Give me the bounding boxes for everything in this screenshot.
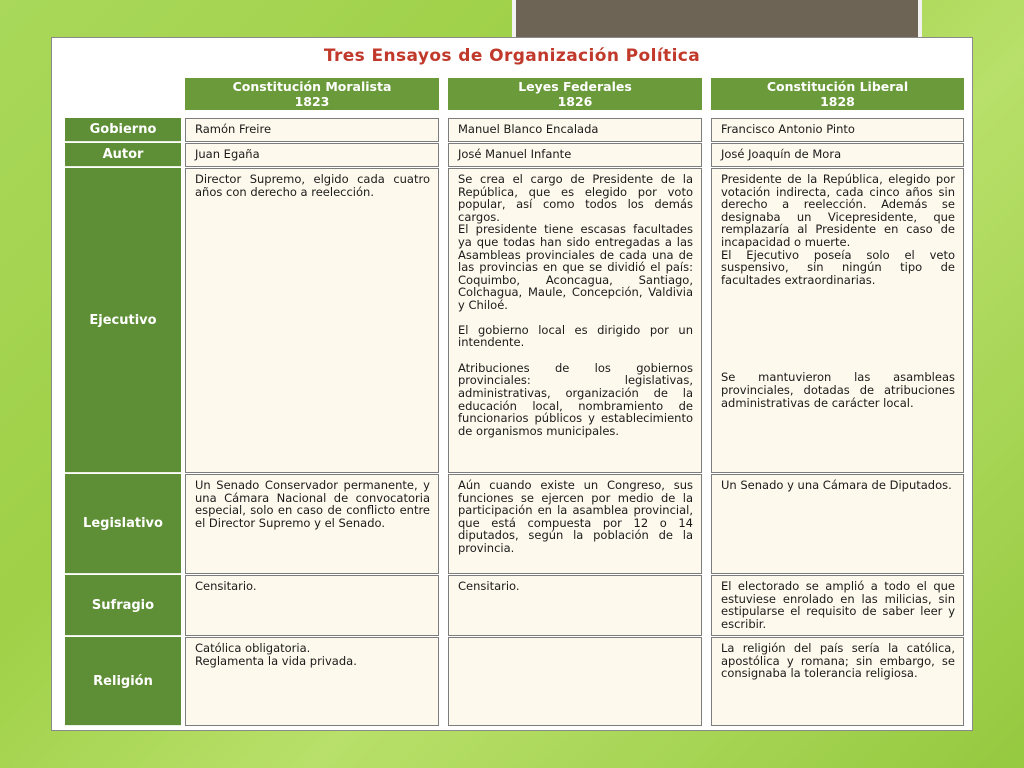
cell-text: Un Senado y una Cámara de Diputados. <box>721 478 952 492</box>
table-cell <box>185 118 439 142</box>
cell-text: José Manuel Infante <box>458 147 572 161</box>
slide-panel <box>51 37 973 731</box>
cell-text: Juan Egaña <box>195 147 260 161</box>
column-header-moralista <box>185 78 439 110</box>
column-header-name: Constitución Liberal <box>766 79 909 94</box>
table-cell <box>711 474 964 574</box>
cell-text: El Ejecutivo poseía solo el veto suspensivo, sin ningún tipo de facultades extraordinarias. <box>721 247 955 287</box>
cell-text: El electorado se amplió a todo el que estuviese enrolado en las milicias, sin estipularse el requisito de saber leer y escribir. <box>721 579 955 631</box>
cell-text: Un Senado Conservador permanente, y una Cámara Nacional de convocatoria especial, solo en caso de conflicto entre el Director Supremo y el Senado. <box>195 478 430 530</box>
column-header-liberal <box>711 78 964 110</box>
cell-text: Francisco Antonio Pinto <box>721 122 855 136</box>
cell-text: El gobierno local es dirigido por un intendente. <box>458 322 693 350</box>
row-header-sufragio: Sufragio <box>65 575 181 636</box>
table-cell <box>185 474 439 574</box>
cell-text: Se crea el cargo de Presidente de la República, que es elegido por voto popular, así como todos los demás cargos. <box>458 172 693 224</box>
table-cell-empty <box>448 637 702 726</box>
table-cell <box>711 168 964 473</box>
cell-text: Católica obligatoria. <box>195 641 311 655</box>
cell-text: Censitario. <box>458 579 520 593</box>
table-cell <box>711 575 964 636</box>
table-cell <box>448 143 702 167</box>
table-cell <box>711 118 964 142</box>
cell-text: Censitario. <box>195 579 257 593</box>
cell-text: Director Supremo, elgido cada cuatro años con derecho a reelección. <box>195 172 430 199</box>
decorative-bar <box>512 0 922 40</box>
column-header-year: 1826 <box>557 94 593 109</box>
cell-text: Se mantuvieron las asambleas provinciales, dotadas de atribuciones administrativas de carácter local. <box>721 370 955 410</box>
row-header-legislativo: Legislativo <box>65 474 181 574</box>
cell-text: El presidente tiene escasas facultades ya que todas han sido entregadas a las Asambleas provinciales de cada una de las provincias en que se dividió el país: Coquimbo, Aconcagua, Santiago, Colchagua, Maule, Concepción, Valdivia y Chiloé. <box>458 222 693 312</box>
table-cell <box>185 143 439 167</box>
cell-text: Ramón Freire <box>195 122 272 136</box>
cell-text: La religión del país sería la católica, apostólica y romana; sin embargo, se consignaba la tolerancia religiosa. <box>721 641 955 681</box>
column-header-year: 1828 <box>820 94 855 109</box>
column-header-name: Leyes Federales <box>518 79 632 94</box>
table-cell <box>711 143 964 167</box>
table-cell <box>448 575 702 636</box>
table-cell <box>185 168 439 473</box>
cell-text: Presidente de la República, elegido por votación indirecta, cada cinco años sin derecho a reelección. Además se designaba un Vicepresidente, que remplazaría al Presidente en caso de incapacidad o muerte. <box>721 172 955 249</box>
cell-text: Manuel Blanco Encalada <box>458 122 599 136</box>
table-cell <box>185 637 439 726</box>
column-header-name: Constitución Moralista <box>232 79 392 94</box>
cell-text: Atribuciones de los gobiernos provinciales: legislativas, administrativas, organización de la educación local, nombramiento de funcionarios públicos y establecimiento de organismos municipales. <box>458 360 693 438</box>
page-title: Tres Ensayos de Organización Política <box>323 46 701 66</box>
row-header-autor: Autor <box>65 143 181 167</box>
cell-text: José Joaquín de Mora <box>721 147 842 161</box>
cell-text: Reglamenta la vida privada. <box>195 653 357 668</box>
table-cell <box>448 118 702 142</box>
column-header-year: 1823 <box>294 94 330 109</box>
table-cell <box>711 637 964 726</box>
row-header-ejecutivo: Ejecutivo <box>65 168 181 473</box>
column-header-federales <box>448 78 702 110</box>
table-cell <box>448 168 702 473</box>
row-header-religion: Religión <box>65 637 181 726</box>
table-cell <box>448 474 702 574</box>
table-cell <box>185 575 439 636</box>
row-header-gobierno: Gobierno <box>65 118 181 142</box>
cell-text: Aún cuando existe un Congreso, sus funciones se ejercen por medio de la participación en la asamblea provincial, que está compuesta por 12 o 14 diputados, según la población de la provincia. <box>458 478 693 555</box>
